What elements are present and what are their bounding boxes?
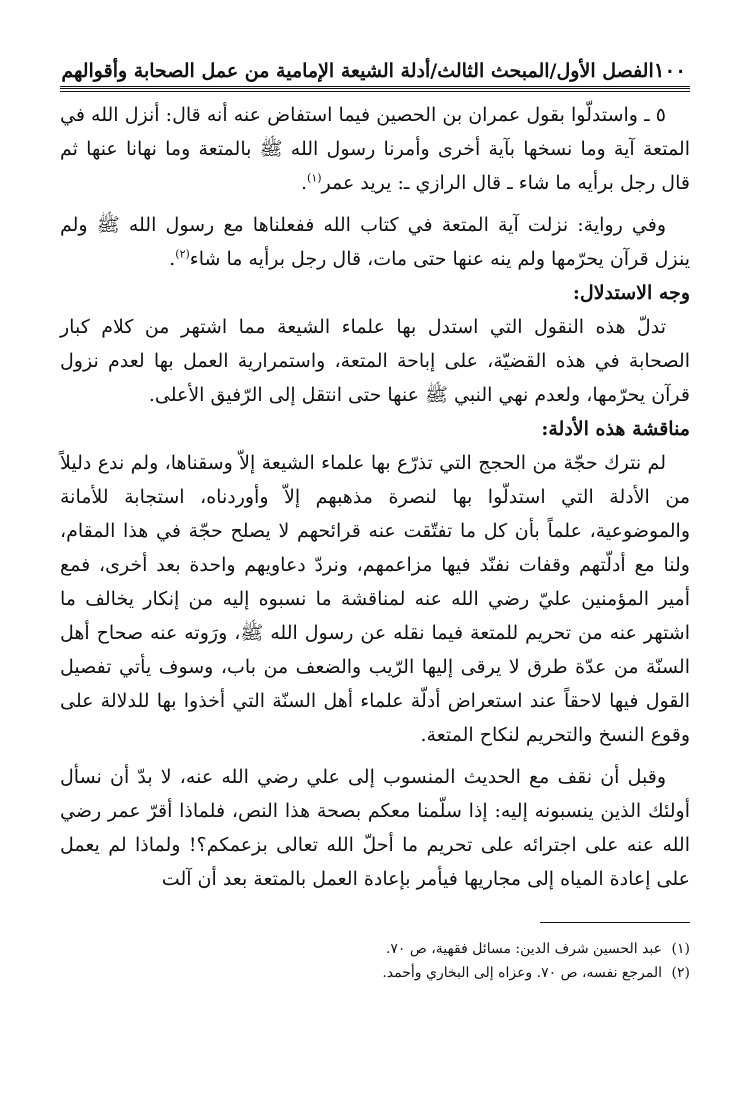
footnote-reference-1: (١): [307, 171, 322, 185]
footnote-reference-2: (٢): [175, 247, 190, 261]
running-header: [60, 58, 690, 86]
header-title: الفصل الأول/المبحث الثالث/أدلة الشيعة الإمامية من عمل الصحابة وأقوالهم: [61, 60, 654, 82]
footnote-2: [60, 961, 690, 985]
footnote-text: المرجع نفسه، ص ٧٠. وعزاه إلى البخاري وأحمد.: [382, 965, 662, 981]
paragraph-text: وفي رواية: نزلت آية المتعة في كتاب الله ففعلناها مع رسول الله ﷺ ولم ينزل قرآن يحرّمها ولم ينه عنها حتى مات، قال رجل برأيه ما شاء: [60, 214, 690, 270]
footnote-marker: (١): [671, 941, 690, 957]
footnote-divider: [540, 922, 690, 923]
page-number: ١٠٠: [653, 58, 686, 82]
book-page: [60, 58, 690, 985]
section-heading-discussion: مناقشة هذه الأدلة:: [541, 418, 690, 440]
paragraph-imran-narration: [60, 98, 690, 200]
paragraph-inference: تدلّ هذه النقول التي استدل بها علماء الشيعة مما اشتهر من كلام كبار الصحابة في هذه القضيّة، على إباحة المتعة، واستمرارية العمل بها لعدم نزول قرآن يحرّمها، ولعدم نهي النبي ﷺ عنها حتى انتقل إلى الرّفيق الأعلى.: [60, 316, 690, 406]
footnote-text: عبد الحسين شرف الدين: مسائل فقهية، ص ٧٠.: [385, 941, 662, 957]
paragraph-question: وقبل أن نقف مع الحديث المنسوب إلى علي رضي الله عنه، لا بدّ أن نسأل أولئك الذين ينسبونه إليه: إذا سلّمنا معكم بصحة هذا النص، فلماذا أقرّ عمر رضي الله عنه على اجترائه على تحريم ما أحلّ الله تعالى بزعمكم؟! ولماذا لم يعمل على إعادة المياه إلى مجاريها فيأمر بإعادة العمل بالمتعة بعد أن آلت: [60, 766, 690, 890]
paragraph-tail: .: [169, 248, 176, 270]
paragraph-discussion: لم نترك حجّة من الحجج التي تذرّع بها علماء الشيعة إلاّ وسقناها، ولم ندع دليلاً من الأدلة التي استدلّوا بها لنصرة مذهبهم إلاّ وأوردناه، استجابة للأمانة والموضوعية، علماً بأن كل ما تفتّقت عنه قرائحهم لا يصلح حجّة في هذا المقام، ولنا مع أدلّتهم وقفات نفنّد فيها مزاعمهم، ونردّ دعاويهم واحدة بعد أخرى، فمع أمير المؤمنين عليّ رضي الله عنه لمناقشة ما نسبوه إليه من إنكار يخالف ما اشتهر عنه من تحريم للمتعة فيما نقله عن رسول الله ﷺ، ورَوته عنه صحاح أهل السنّة من عدّة طرق لا يرقى إليها الرّيب والضعف من باب، وسوف يأتي تفصيل القول فيها لاحقاً عند استعراض أدلّة علماء أهل السنّة التي أخذوا بها للدلالة على وقوع النسخ والتحريم لنكاح المتعة.: [60, 452, 690, 746]
paragraph-tail: .: [300, 172, 308, 194]
header-divider: [60, 86, 690, 92]
footnote-1: [60, 937, 690, 961]
footnote-marker: (٢): [671, 965, 690, 981]
paragraph-other-narration: [60, 208, 690, 276]
paragraph-text: ٥ ـ واستدلّوا بقول عمران بن الحصين فيما استفاض عنه أنه قال: أنزل الله في المتعة آية وما نسخها بآية أخرى وأمرنا رسول الله ﷺ بالمتعة وما نهانا عنها ثم قال رجل برأيه ما شاء ـ قال الرازي ـ: يريد عمر: [60, 104, 690, 194]
section-heading-inference: وجه الاستدلال:: [572, 282, 690, 304]
